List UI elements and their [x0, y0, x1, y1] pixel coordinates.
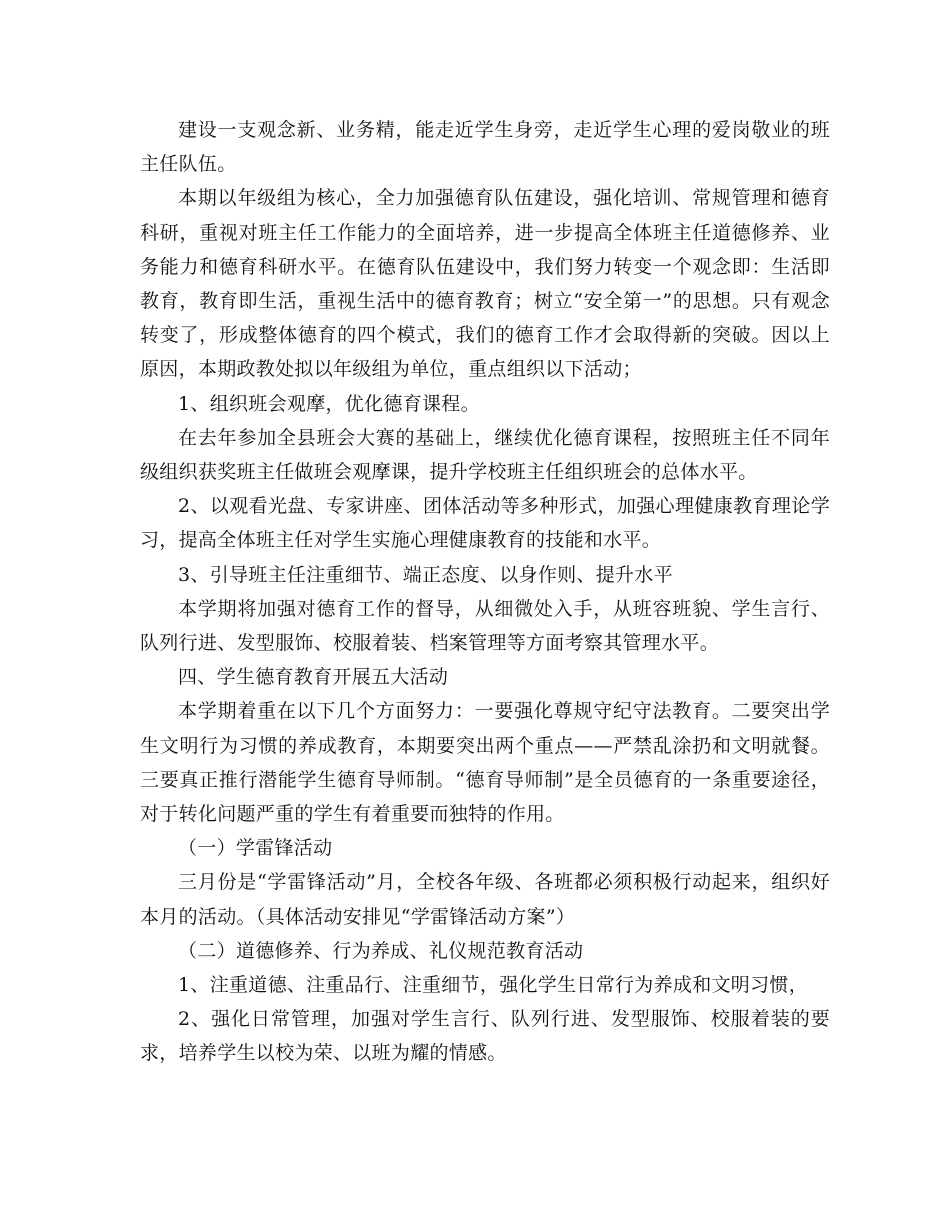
subsection-heading-morality: （二）道德修养、行为养成、礼仪规范教育活动	[178, 939, 584, 962]
paragraph-activity-1-heading: 1、组织班会观摩，优化德育课程。	[178, 392, 480, 415]
paragraph-morality-item-2: 2、强化日常管理，加强对学生言行、队列行进、发型服饰、校服着装的要求，培养学生以校为荣、以班为耀的情感。	[140, 1008, 830, 1065]
section-heading-four: 四、学生德育教育开展五大活动	[178, 666, 449, 689]
paragraph-activity-2: 2、以观看光盘、专家讲座、团体活动等多种形式，加强心理健康教育理论学习，提高全体班主任对学生实施心理健康教育的技能和水平。	[140, 495, 830, 552]
paragraph-morality-item-1: 1、注重道德、注重品行、注重细节，强化学生日常行为养成和文明习惯，	[178, 974, 808, 997]
paragraph-semester-focus: 本学期着重在以下几个方面努力：一要强化尊规守纪守法教育。二要突出学生文明行为习惯的养成教育，本期要突出两个重点——严禁乱涂扔和文明就餐。三要真正推行潜能学生德育导师制。“德育导师制”是全员德育的一条重要途径，对于转化问题严重的学生有着重要而独特的作用。	[140, 700, 830, 826]
paragraph-activity-1-body: 在去年参加全县班会大赛的基础上，继续优化德育课程，按照班主任不同年级组织获奖班主任做班会观摩课，提升学校班主任组织班会的总体水平。	[140, 426, 830, 484]
subsection-heading-leifeng: （一）学雷锋活动	[178, 837, 333, 860]
paragraph-leifeng-body: 三月份是“学雷锋活动”月，全校各年级、各班都必须积极行动起来，组织好本月的活动。（具体活动安排见“学雷锋活动方案”）	[140, 871, 830, 928]
paragraph-activity-3-body: 本学期将加强对德育工作的督导，从细微处入手，从班容班貌、学生言行、队列行进、发型服饰、校服着装、档案管理等方面考察其管理水平。	[140, 597, 830, 655]
document-body	[140, 113, 830, 1071]
paragraph-activity-3-heading: 3、引导班主任注重细节、端正态度、以身作则、提升水平	[178, 563, 673, 586]
paragraph-team-building-plan: 本期以年级组为核心，全力加强德育队伍建设，强化培训、常规管理和德育科研，重视对班主任工作能力的全面培养，进一步提高全体班主任道德修养、业务能力和德育科研水平。在德育队伍建设中，我们努力转变一个观念即：生活即教育，教育即生活，重视生活中的德育教育；树立“安全第一”的思想。只有观念转变了，形成整体德育的四个模式，我们的德育工作才会取得新的突破。因以上原因，本期政教处拟以年级组为单位，重点组织以下活动；	[140, 187, 830, 381]
paragraph-team-building-goal: 建设一支观念新、业务精，能走近学生身旁，走近学生心理的爱岗敬业的班主任队伍。	[140, 119, 830, 176]
